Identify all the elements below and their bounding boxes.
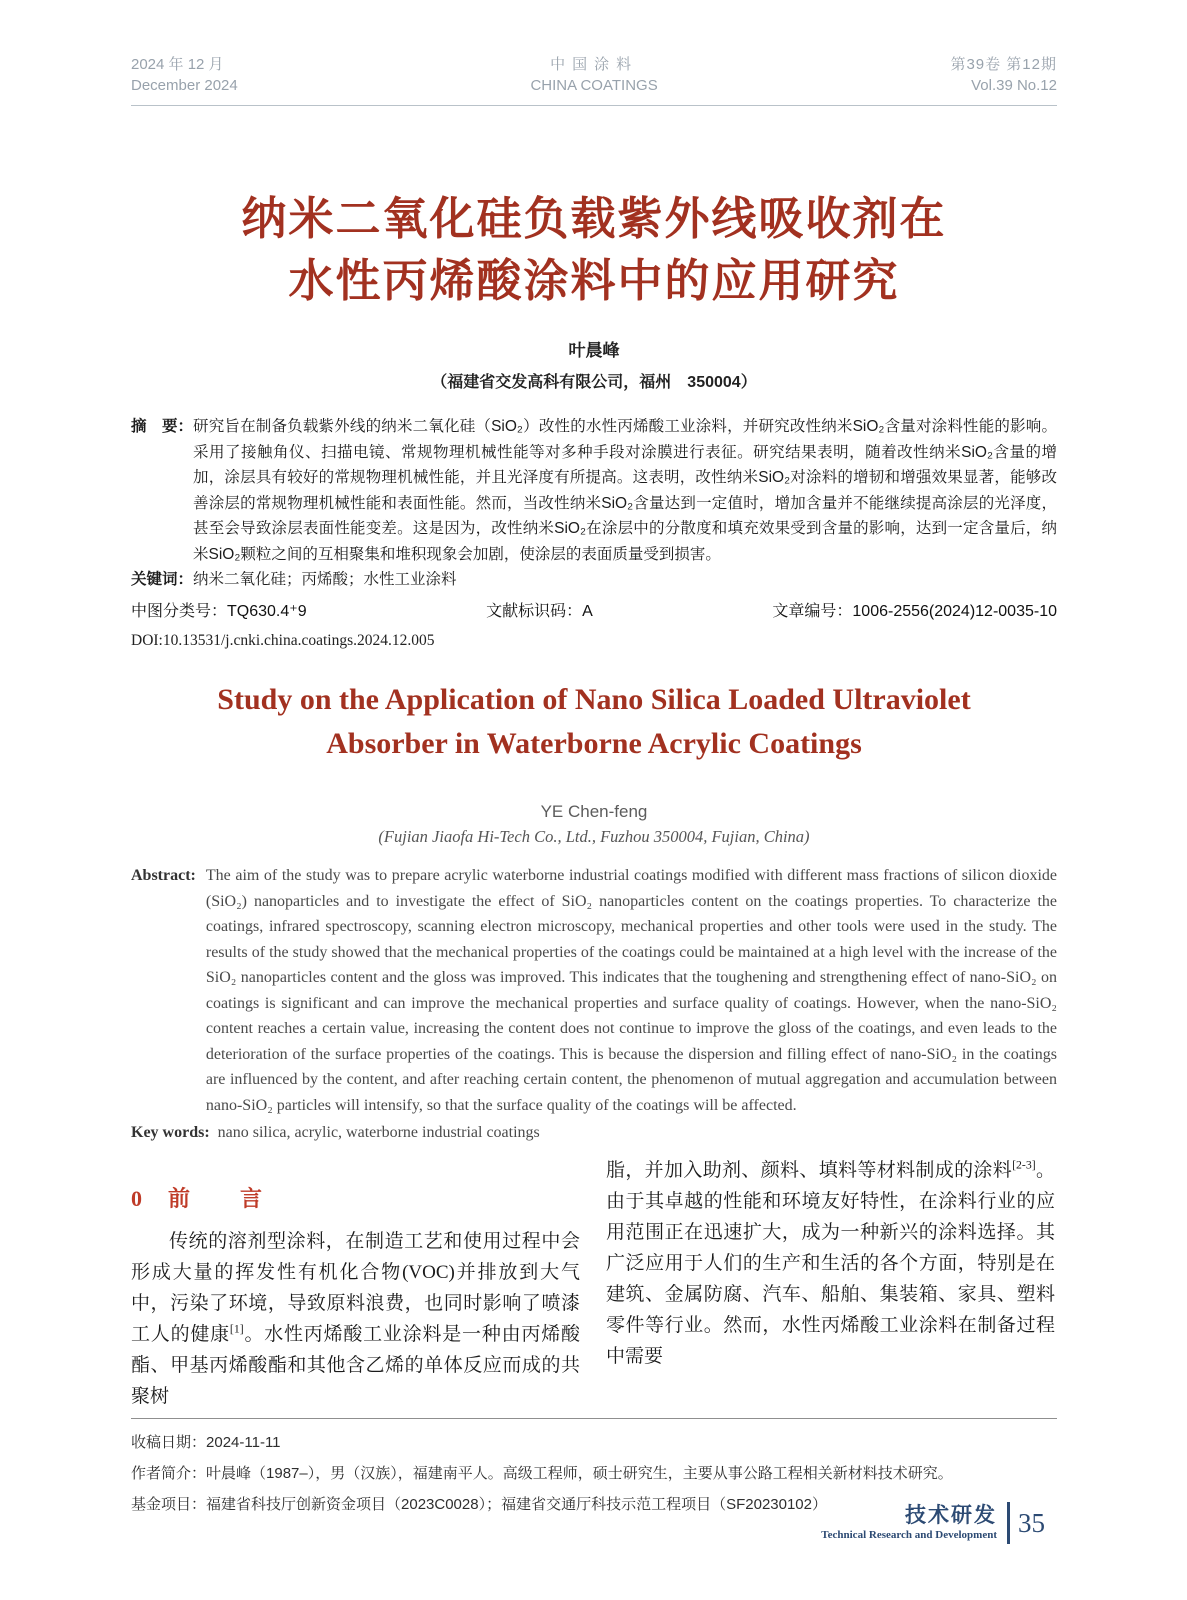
header-issue-en: Vol.39 No.12 [971, 77, 1057, 94]
abstract-cn [131, 414, 1057, 567]
article-title-cn-line1: 纳米二氧化硅负载紫外线吸收剂在 [241, 193, 947, 244]
footer-section-cn: 技术研发 [905, 1504, 997, 1527]
footnote-received-label: 收稿日期： [131, 1434, 207, 1451]
section-heading [131, 1182, 580, 1216]
article-title-en [131, 678, 1057, 766]
article-id [772, 599, 1057, 625]
body-column-right: 脂，并加入助剂、颜料、填料等材料制成的涂料[2-3]。由于其卓越的性能和环境友好特性，在涂料行业的应用范围正在迅速扩大，成为一种新兴的涂料选择。其广泛应用于人们的生产和生活的各个方面，特别是在建筑、金属防腐、汽车、船舶、集装箱、家具、塑料零件等行业。然而，水性丙烯酸工业涂料在制备过程中需要 [606, 1158, 1055, 1367]
abstract-en-label: Abstract: [131, 867, 196, 884]
article-title-en-line1: Study on the Application of Nano Silica Loaded Ultraviolet [217, 683, 971, 716]
header-date [131, 54, 238, 96]
document-code-value: A [582, 603, 593, 620]
header-journal-en: CHINA COATINGS [530, 77, 658, 94]
footnote-received-value: 2024-11-11 [206, 1434, 281, 1451]
classification-row [131, 599, 1057, 625]
clc-number [131, 599, 307, 625]
header-journal-cn: 中国涂料 [550, 56, 639, 73]
header-date-cn: 2024 年 12 月 [131, 56, 224, 73]
abstract-cn-text: 研究旨在制备负载紫外线的纳米二氧化硅（SiO₂）改性的水性丙烯酸工业涂料，并研究改性纳米SiO₂含量对涂料性能的影响。采用了接触角仪、扫描电镜、常规物理机械性能等对多种手段对涂膜进行表征。研究结果表明，随着改性纳米SiO₂含量的增加，涂层具有较好的常规物理机械性能，并且光泽度有所提高。这表明，改性纳米SiO₂对涂料的增韧和增强效果显著，能够改善涂层的常规物理机械性能和表面性能。然而，当改性纳米SiO₂含量达到一定值时，增加含量并不能继续提高涂层的光泽度，甚至会导致涂层表面性能变差。这是因为，改性纳米SiO₂在涂层中的分散度和填充效果受到含量的影响，达到一定含量后，纳米SiO₂颗粒之间的互相聚集和堆积现象会加剧，使涂层的表面质量受到损害。 [193, 418, 1057, 563]
document-code [486, 599, 593, 625]
footnote-bio-label: 作者简介： [131, 1465, 207, 1482]
body-column-left [131, 1146, 580, 1412]
header-issue-cn: 第39卷 第12期 [950, 56, 1057, 73]
abstract-cn-label: 摘 要： [131, 418, 194, 435]
clc-label: 中图分类号： [131, 603, 228, 620]
page-number: 35 [1018, 1507, 1045, 1538]
article-id-label: 文章编号： [772, 603, 853, 620]
footnote-divider [131, 1418, 1057, 1419]
affiliation-cn: （福建省交发高科有限公司，福州 350004） [431, 374, 757, 391]
article-title-cn-line2: 水性丙烯酸涂料中的应用研究 [288, 255, 900, 306]
footnote-received [131, 1427, 1057, 1458]
section-title: 前 言 [168, 1186, 277, 1211]
footnote-fund-value: 福建省科技厅创新资金项目（2023C0028）；福建省交通厅科技示范工程项目（SF20230102） [206, 1496, 827, 1513]
author-cn: 叶晨峰 [568, 341, 620, 360]
keywords-cn-label: 关键词： [131, 571, 194, 588]
footnote-bio-value: 叶晨峰（1987–），男（汉族），福建南平人。高级工程师，硕士研究生，主要从事公路工程相关新材料技术研究。 [206, 1465, 953, 1482]
running-head [131, 0, 1057, 106]
keywords-en-text: nano silica, acrylic, waterborne industrial coatings [217, 1124, 540, 1141]
clc-value: TQ630.4⁺9 [227, 603, 307, 620]
body-paragraph-left: 传统的溶剂型涂料，在制造工艺和使用过程中会形成大量的挥发性有机化合物(VOC)并排放到大气中，污染了环境，导致原料浪费，也同时影响了喷漆工人的健康[1]。水性丙烯酸工业涂料是一种由丙烯酸酯、甲基丙烯酸酯和其他含乙烯的单体反应而成的共聚树 [131, 1231, 580, 1407]
header-issue [950, 54, 1057, 96]
author-en: YE Chen-feng [540, 802, 648, 821]
keywords-en-label: Key words: [131, 1124, 210, 1141]
section-number: 0 [131, 1186, 142, 1211]
affiliation-en: (Fujian Jiaofa Hi-Tech Co., Ltd., Fuzhou 350004, Fujian, China) [378, 827, 810, 846]
article-id-value: 1006-2556(2024)12-0035-10 [852, 603, 1057, 620]
abstract-en [131, 863, 1057, 1118]
footer-section [821, 1504, 997, 1542]
footer-section-en: Technical Research and Development [821, 1529, 997, 1541]
keywords-en [131, 1119, 1057, 1146]
doi: DOI:10.13531/j.cnki.china.coatings.2024.12.005 [131, 632, 435, 649]
document-code-label: 文献标识码： [486, 603, 583, 620]
article-title-cn [131, 188, 1057, 312]
footnote-fund-label: 基金项目： [131, 1496, 207, 1513]
footnote-bio [131, 1458, 1057, 1489]
abstract-en-text: The aim of the study was to prepare acrylic waterborne industrial coatings modified with different mass fractions of silicon dioxide (SiO₂) nanoparticles and to investigate the effect of SiO₂ nanoparticles content on the coatings properties. To characterize the coatings, infrared spectroscopy, scanning electron microscopy, mechanical properties and other tools were used in the study. The results of the study showed that the mechanical properties of the coatings could be maintained at a high level with the increase of the SiO₂ nanoparticles content and the gloss was improved. This indicates that the toughening and strengthening effect of nano-SiO₂ on coatings is significant and can improve the mechanical properties and surface quality of coatings. However, when the nano-SiO₂ content reaches a certain value, increasing the content does not continue to improve the gloss of the coatings, and even leads to the deterioration of the surface properties of the coatings. This is because the dispersion and filling effect of nano-SiO₂ in the coatings are influenced by the content, and after reaching certain content, the phenomenon of mutual aggregation and accumulation between nano-SiO₂ particles will intensify, so that the surface quality of the coatings will be affected. [205, 867, 1057, 1114]
body-columns [131, 1146, 1057, 1412]
footer-divider-bar [1007, 1502, 1010, 1544]
article-title-en-line2: Absorber in Waterborne Acrylic Coatings [326, 727, 862, 760]
header-date-en: December 2024 [131, 77, 238, 94]
keywords-cn [131, 567, 1057, 593]
header-journal [530, 54, 657, 96]
page-footer [821, 1502, 1045, 1544]
keywords-cn-text: 纳米二氧化硅；丙烯酸；水性工业涂料 [193, 571, 457, 588]
